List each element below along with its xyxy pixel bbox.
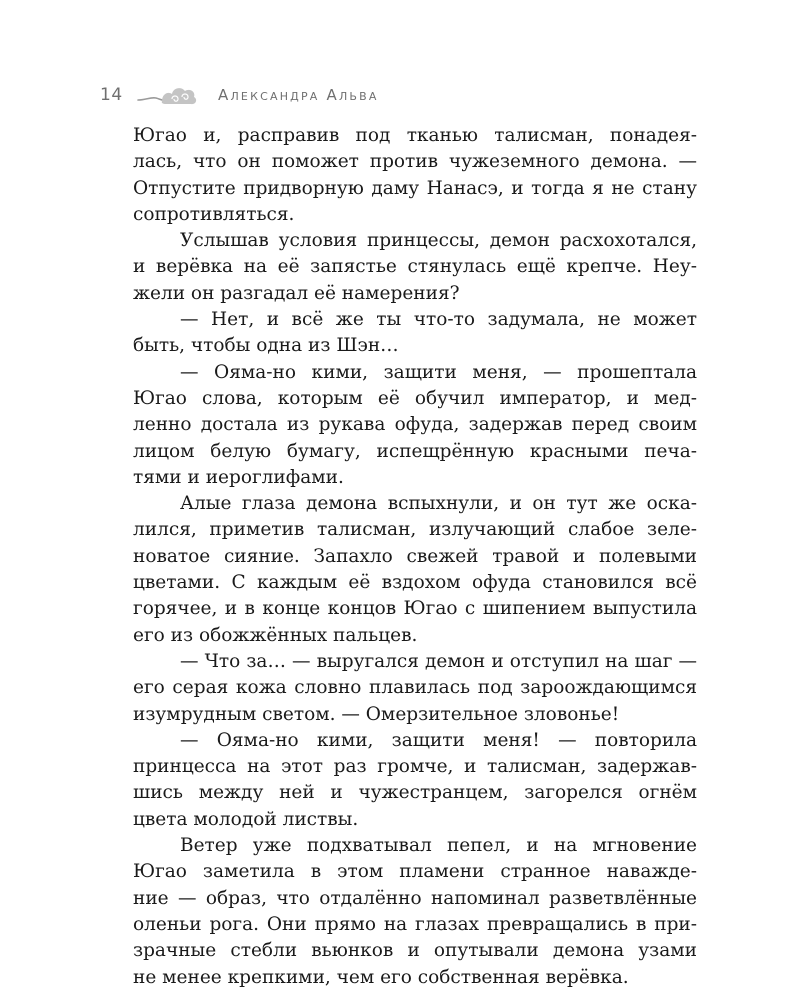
page-header (100, 80, 379, 110)
text-line: быть, чтобы одна из Шэн… (133, 335, 399, 357)
text-line: новатое сияние. Запахло свежей травой и полевыми (133, 545, 697, 567)
text-line: жели он разгадал её намерения? (133, 282, 460, 304)
text-line: Югао слова, которым её обучил император, и мед- (133, 387, 697, 409)
text-line: — Нет, и всё же ты что-то задумала, не может (180, 309, 697, 331)
text-line: его из обожжённых пальцев. (133, 624, 418, 646)
text-line: цвета молодой листвы. (133, 808, 359, 830)
text-line: — Что за… — выругался демон и отступил на шаг — (180, 650, 697, 672)
text-line: и верёвка на её запястье стянулась ещё крепче. Неу- (133, 256, 697, 278)
text-line: его серая кожа словно плавилась под зароождающимся (133, 677, 697, 699)
text-line: изумрудным светом. — Омерзительное зловонье! (133, 703, 620, 725)
body-text (133, 123, 697, 991)
text-line: тями и иероглифами. (133, 466, 344, 488)
text-line: лицом белую бумагу, испещрённую красными печа- (133, 440, 697, 462)
text-line: ние — образ, что отдалённо напоминал разветвлённые (133, 887, 697, 909)
text-line: Ветер уже подхватывал пепел, и на мгновение (180, 835, 697, 857)
text-line: оленьи рога. Они прямо на глазах превращались в при- (133, 913, 697, 935)
text-line: Югао и, расправив под тканью талисман, понадея- (133, 125, 697, 146)
text-line: — Ояма-но кими, защити меня! — повторила (180, 729, 697, 751)
text-line: не менее крепкими, чем его собственная верёвка. (133, 966, 629, 988)
text-line: лился, приметив талисман, излучающий слабое зеле- (133, 519, 697, 541)
text-line: Отпустите придворную даму Нанасэ, и тогда я не стану (133, 177, 697, 199)
running-head-author: Александра Альва (218, 86, 379, 104)
text-line: Алые глаза демона вспыхнули, и он тут же оска- (180, 493, 697, 515)
text-line: шись между ней и чужестранцем, загорелся огнём (133, 782, 697, 804)
cloud-swirl-icon (136, 80, 200, 110)
text-line: цветами. С каждым её вздохом офуда становился всё (133, 572, 697, 594)
text-line: Югао заметила в этом пламени странное наважде- (133, 861, 697, 883)
text-line: — Ояма-но кими, защити меня, — прошептала (180, 361, 697, 383)
text-line: сопротивляться. (133, 203, 295, 225)
text-line: Услышав условия принцессы, демон расхохотался, (180, 230, 697, 252)
text-line: горячее, и в конце концов Югао с шипением выпустила (133, 598, 697, 620)
text-line: зрачные стебли вьюнков и опутывали демона узами (133, 940, 697, 962)
text-line: лась, что он поможет против чужеземного демона. — (133, 151, 697, 173)
text-line: принцесса на этот раз громче, и талисман, задержав- (133, 756, 697, 778)
page-number: 14 (100, 85, 123, 105)
text-line: ленно достала из рукава офуда, задержав перед своим (133, 414, 697, 436)
